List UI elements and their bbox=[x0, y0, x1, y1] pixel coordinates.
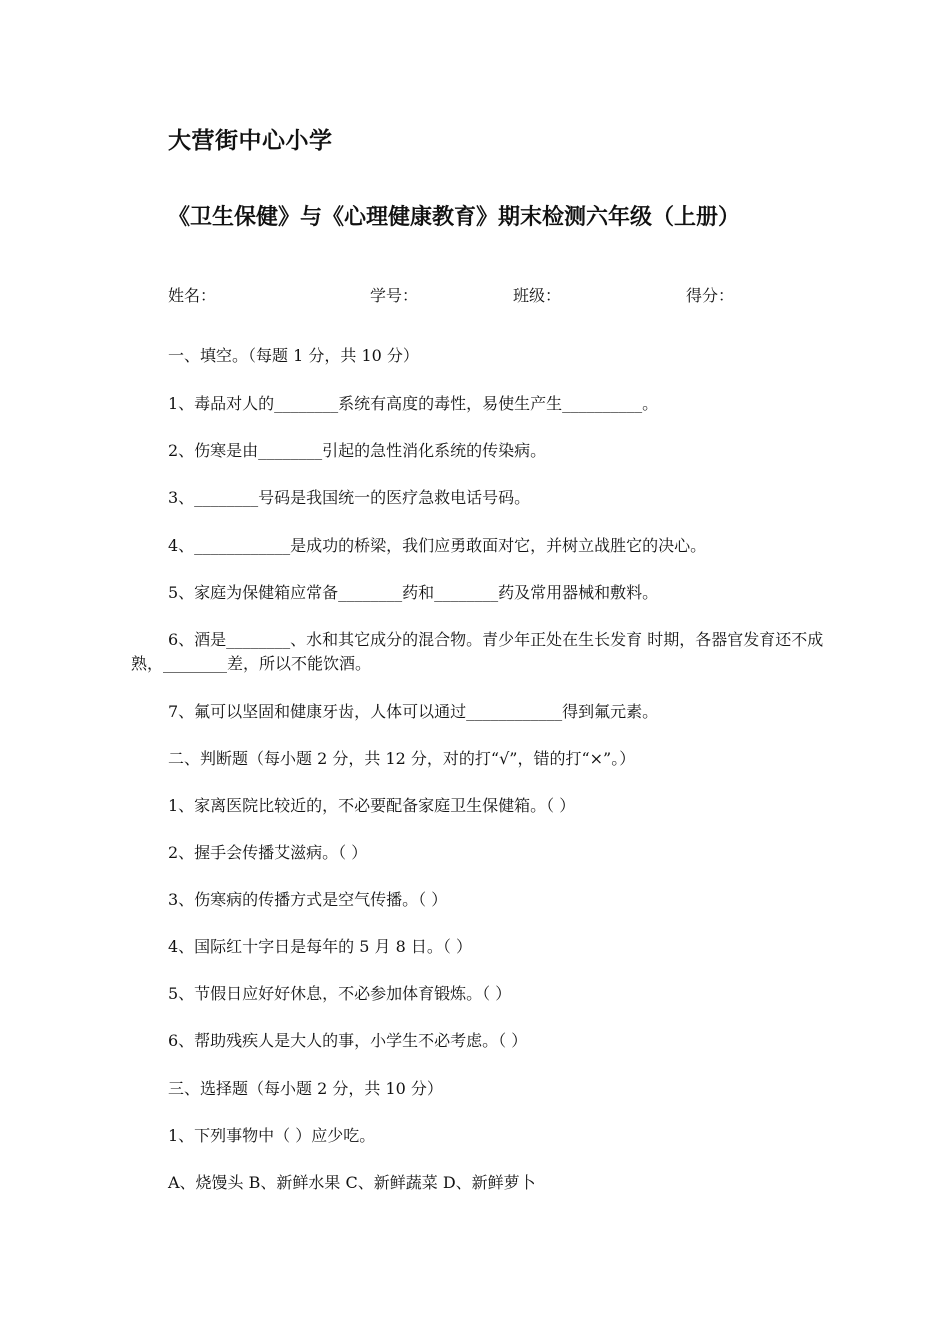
section1-question-6: 6、酒是________、水和其它成分的混合物。青少年正处在生长发育 时期，各器官发育还不成熟，________差，所以不能饮酒。 bbox=[131, 630, 824, 673]
section2-question-4: 4、国际红十字日是每年的 5 月 8 日。（ ） bbox=[168, 937, 472, 956]
section2-question-2: 2、握手会传播艾滋病。（ ） bbox=[168, 843, 368, 862]
score-label: 得分： bbox=[686, 286, 735, 305]
section1-question-2: 2、伤寒是由________引起的急性消化系统的传染病。 bbox=[168, 441, 547, 460]
section2-question-5: 5、节假日应好好休息，不必参加体育锻炼。（ ） bbox=[168, 984, 512, 1003]
section2-question-6: 6、帮助残疾人是大人的事，小学生不必考虑。（ ） bbox=[168, 1031, 528, 1050]
section1-heading: 一、填空。（每题 1 分，共 10 分） bbox=[168, 346, 419, 365]
section1-question-7: 7、氟可以坚固和健康牙齿，人体可以通过____________得到氟元素。 bbox=[168, 702, 659, 721]
section1-question-3: 3、________号码是我国统一的医疗急救电话号码。 bbox=[168, 488, 531, 507]
section3-question-1-options: A、烧馒头 B、新鲜水果 C、新鲜蔬菜 D、新鲜萝卜 bbox=[168, 1173, 536, 1192]
class-label: 班级： bbox=[513, 286, 562, 305]
section2-question-3: 3、伤寒病的传播方式是空气传播。（ ） bbox=[168, 890, 448, 909]
exam-title: 《卫生保健》与《心理健康教育》期末检测六年级（上册） bbox=[168, 205, 741, 230]
school-name: 大营街中心小学 bbox=[168, 128, 333, 154]
student-id-label: 学号： bbox=[370, 286, 419, 305]
section1-question-4: 4、____________是成功的桥梁，我们应勇敢面对它，并树立战胜它的决心。 bbox=[168, 536, 707, 555]
section2-question-1: 1、家离医院比较近的，不必要配备家庭卫生保健箱。（ ） bbox=[168, 796, 576, 815]
section1-question-1: 1、毒品对人的________系统有高度的毒性，易使生产生__________。 bbox=[168, 394, 659, 413]
section3-heading: 三、选择题（每小题 2 分，共 10 分） bbox=[168, 1079, 443, 1098]
section3-question-1: 1、下列事物中（ ）应少吃。 bbox=[168, 1126, 376, 1145]
student-info-row bbox=[0, 283, 950, 307]
section1-question-5: 5、家庭为保健箱应常备________药和________药及常用器械和敷料。 bbox=[168, 583, 659, 602]
section2-heading: 二、判断题（每小题 2 分，共 12 分，对的打“√”，错的打“×”。） bbox=[168, 749, 636, 768]
name-label: 姓名： bbox=[168, 286, 217, 305]
